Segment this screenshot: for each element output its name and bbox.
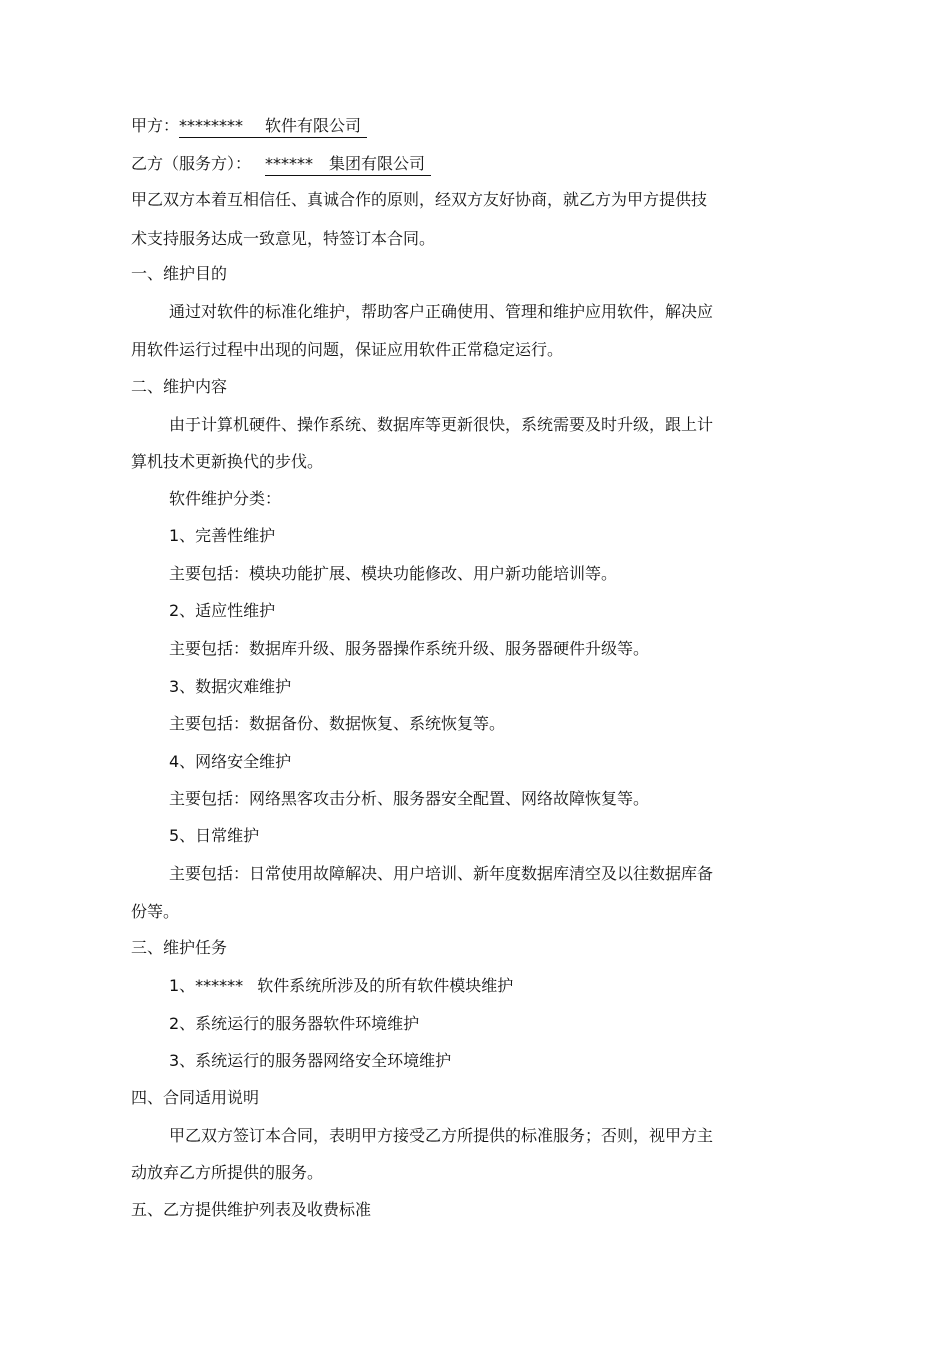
category-item-detail: 主要包括：数据库升级、服务器操作系统升级、服务器硬件升级等。 (169, 639, 650, 658)
task-1-prefix: 1、****** (169, 976, 244, 995)
party-b-line (131, 154, 431, 176)
party-a-line (131, 116, 367, 138)
category-item-title: 2、适应性维护 (169, 601, 276, 620)
intro-line-1: 甲乙双方本着互相信任、真诚合作的原则，经双方友好协商，就乙方为甲方提供技 (131, 190, 708, 209)
task-3: 3、系统运行的服务器网络安全环境维护 (169, 1051, 452, 1070)
section-1-line-2: 用软件运行过程中出现的问题，保证应用软件正常稳定运行。 (131, 340, 564, 359)
section-4-line-2: 动放弃乙方所提供的服务。 (131, 1163, 324, 1182)
section-1-heading: 一、维护目的 (131, 264, 228, 283)
party-b-stars: ****** (265, 154, 314, 173)
party-b-company: 集团有限公司 (329, 154, 426, 173)
party-b-label: 乙方（服务方）： (131, 154, 252, 173)
task-1 (169, 976, 513, 996)
party-a-name (179, 116, 367, 138)
category-item-detail: 主要包括：数据备份、数据恢复、系统恢复等。 (169, 714, 506, 733)
section-4-line-1: 甲乙双方签订本合同，表明甲方接受乙方所提供的标准服务；否则，视甲方主 (169, 1126, 714, 1145)
section-2-line-2: 算机技术更新换代的步伐。 (131, 452, 324, 471)
party-b-name (265, 154, 431, 176)
party-a-stars: ******** (179, 116, 244, 135)
intro-line-2: 术支持服务达成一致意见，特签订本合同。 (131, 229, 436, 248)
section-1-line-1: 通过对软件的标准化维护，帮助客户正确使用、管理和维护应用软件，解决应 (169, 302, 714, 321)
section-2-line-1: 由于计算机硬件、操作系统、数据库等更新很快，系统需要及时升级，跟上计 (169, 415, 714, 434)
category-item-title: 4、网络安全维护 (169, 752, 292, 771)
category-item-title: 1、完善性维护 (169, 526, 276, 545)
section-3-heading: 三、维护任务 (131, 938, 228, 957)
category-item-title: 3、数据灾难维护 (169, 677, 292, 696)
section-4-heading: 四、合同适用说明 (131, 1088, 260, 1107)
section-5-heading: 五、乙方提供维护列表及收费标准 (131, 1200, 372, 1219)
category-title: 软件维护分类： (169, 489, 282, 508)
section-2-heading: 二、维护内容 (131, 377, 228, 396)
task-1-text: 软件系统所涉及的所有软件模块维护 (257, 976, 514, 995)
category-item-title: 5、日常维护 (169, 826, 260, 845)
party-a-company: 软件有限公司 (265, 116, 362, 135)
category-item-detail: 主要包括：模块功能扩展、模块功能修改、用户新功能培训等。 (169, 564, 618, 583)
task-2: 2、系统运行的服务器软件环境维护 (169, 1014, 420, 1033)
party-a-label: 甲方： (131, 116, 180, 135)
category-item-detail: 主要包括：日常使用故障解决、用户培训、新年度数据库清空及以往数据库备 (169, 864, 714, 883)
category-item-detail-continued: 份等。 (131, 902, 180, 921)
category-item-detail: 主要包括：网络黑客攻击分析、服务器安全配置、网络故障恢复等。 (169, 789, 650, 808)
